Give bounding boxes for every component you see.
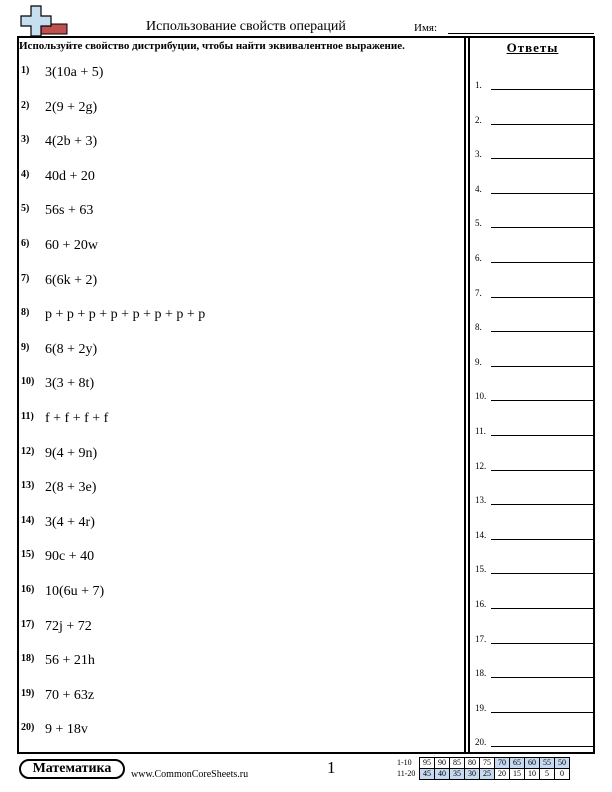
problem-number: 17) (21, 618, 35, 630)
answer-number: 5. (475, 218, 482, 229)
score-cell: 40 (435, 769, 450, 780)
answer-field[interactable] (475, 495, 593, 507)
answer-number: 6. (475, 253, 482, 263)
score-cell: 90 (435, 758, 450, 769)
answer-line[interactable] (491, 504, 593, 505)
answer-line[interactable] (491, 643, 593, 644)
answer-line[interactable] (491, 608, 593, 609)
subject-badge: Математика (19, 759, 125, 779)
score-cell: 55 (540, 758, 555, 769)
score-cell: 25 (480, 769, 495, 780)
answer-line[interactable] (491, 331, 593, 332)
problem-number: 1) (21, 65, 30, 76)
answer-line[interactable] (491, 124, 593, 125)
answer-number: 16. (475, 599, 487, 609)
answer-number: 15. (475, 564, 487, 575)
problem-expression: 6(6k + 2) (45, 272, 98, 288)
problem-expression: 2(9 + 2g) (45, 99, 98, 115)
score-cell: 15 (510, 769, 525, 780)
problem-expression: 10(6u + 7) (45, 584, 105, 599)
problem-number: 10) (21, 376, 35, 388)
answer-line[interactable] (491, 400, 593, 401)
problem-expression: 3(4 + 4r) (45, 514, 95, 530)
page-title: Использование свойств операций (146, 19, 346, 34)
score-cell: 75 (480, 758, 495, 769)
answer-number: 13. (475, 495, 487, 506)
answer-number: 11. (475, 426, 486, 436)
problem-expression: 56s + 63 (45, 203, 94, 219)
score-cell: 50 (555, 758, 570, 769)
problem-expression: 6(8 + 2y) (45, 341, 98, 357)
answer-field[interactable] (475, 322, 593, 334)
answer-field[interactable] (475, 288, 593, 300)
problem-expression: p + p + p + p + p + p + p + p (45, 307, 206, 323)
answer-field[interactable] (475, 80, 593, 92)
answer-field[interactable] (475, 668, 593, 680)
problem-number: 6) (21, 238, 30, 249)
answer-number: 19. (475, 702, 487, 713)
problem-expression: 9(4 + 9n) (45, 445, 98, 461)
answer-line[interactable] (491, 573, 593, 574)
score-cell: 60 (525, 758, 540, 769)
problem-expression: 56 + 21h (45, 653, 95, 669)
answer-number: 1. (475, 80, 482, 90)
problem-number: 9) (21, 341, 30, 353)
score-row-label: 11-20 (397, 769, 416, 778)
score-cell: 80 (465, 758, 480, 769)
answer-field[interactable] (475, 564, 593, 576)
answer-number: 20. (475, 737, 487, 748)
problem-number: 2) (21, 99, 30, 111)
problem-number: 14) (21, 514, 35, 526)
answer-field[interactable] (475, 149, 593, 161)
column-divider (464, 36, 466, 754)
answer-number: 12. (475, 460, 487, 471)
answer-field[interactable] (475, 634, 593, 646)
score-cell: 20 (495, 769, 510, 780)
problem-number: 12) (21, 445, 35, 457)
problem-expression: 9 + 18v (45, 722, 88, 738)
answer-line[interactable] (491, 712, 593, 713)
answer-line[interactable] (491, 158, 593, 159)
answer-field[interactable] (475, 253, 593, 265)
answer-field[interactable] (475, 357, 593, 369)
problem-number: 8) (21, 307, 30, 319)
page-number: 1 (327, 758, 336, 777)
answer-field[interactable] (475, 530, 593, 542)
plus-minus-logo-icon (17, 4, 69, 38)
score-table (397, 757, 570, 780)
answer-field[interactable] (475, 703, 593, 715)
answer-field[interactable] (475, 391, 593, 403)
problem-expression: 60 + 20w (45, 238, 99, 253)
problem-expression: 90c + 40 (45, 549, 95, 565)
score-cell: 0 (555, 769, 570, 780)
answer-line[interactable] (491, 366, 593, 367)
problem-number: 18) (21, 653, 35, 665)
answer-field[interactable] (475, 115, 593, 127)
problem-expression: 2(8 + 3e) (45, 480, 97, 496)
answer-line[interactable] (491, 539, 593, 540)
answer-line[interactable] (491, 227, 593, 228)
answer-number: 8. (475, 322, 482, 333)
answer-field[interactable] (475, 184, 593, 196)
answer-field[interactable] (475, 426, 593, 438)
score-row-label: 1-10 (397, 758, 412, 767)
problem-number: 11) (21, 411, 34, 422)
score-cell: 95 (420, 758, 435, 769)
answer-field[interactable] (475, 737, 593, 749)
answer-number: 7. (475, 287, 482, 298)
answer-line[interactable] (491, 677, 593, 678)
answer-line[interactable] (491, 435, 593, 436)
column-divider (468, 36, 470, 754)
problem-number: 5) (21, 203, 30, 215)
problem-number: 7) (21, 272, 30, 284)
answer-field[interactable] (475, 461, 593, 473)
problem-number: 15) (21, 549, 35, 561)
answer-field[interactable] (475, 218, 593, 230)
problem-expression: 3(3 + 8t) (45, 376, 95, 392)
answer-line[interactable] (491, 297, 593, 298)
score-cell: 5 (540, 769, 555, 780)
answer-number: 3. (475, 149, 482, 160)
answer-line[interactable] (491, 470, 593, 471)
score-cell: 45 (420, 769, 435, 780)
answer-number: 17. (475, 633, 487, 644)
problem-number: 4) (21, 168, 30, 180)
problem-expression: 40d + 20 (45, 168, 95, 184)
problem-number: 3) (21, 134, 30, 146)
score-cell: 10 (525, 769, 540, 780)
score-cell: 35 (450, 769, 465, 780)
score-row (397, 758, 570, 769)
answer-line[interactable] (491, 193, 593, 194)
problem-expression: 3(10a + 5) (45, 65, 104, 80)
answer-number: 9. (475, 356, 482, 367)
site-url: www.CommonCoreSheets.ru (131, 769, 249, 780)
problem-number: 19) (21, 687, 35, 699)
answer-line[interactable] (491, 746, 593, 747)
name-line (448, 33, 594, 34)
score-cell: 30 (465, 769, 480, 780)
score-cell: 85 (450, 758, 465, 769)
problem-number: 13) (21, 480, 35, 492)
problem-number: 16) (21, 584, 35, 595)
problem-expression: 4(2b + 3) (45, 134, 98, 150)
answer-number: 4. (475, 183, 482, 194)
score-cell: 65 (510, 758, 525, 769)
answer-field[interactable] (475, 599, 593, 611)
answers-title: Ответы (506, 40, 559, 55)
answer-number: 14. (475, 529, 487, 540)
answer-number: 18. (475, 668, 487, 679)
answer-number: 10. (475, 391, 487, 402)
problem-expression: f + f + f + f (45, 411, 109, 426)
name-label: Имя: (414, 22, 438, 34)
problem-number: 20) (21, 722, 35, 734)
instruction-text: Используйте свойство дистрибуции, чтобы найти эквивалентное выражение. (19, 40, 405, 52)
answer-number: 2. (475, 114, 482, 125)
score-cell: 70 (495, 758, 510, 769)
answer-line[interactable] (491, 89, 593, 90)
score-row (397, 769, 570, 780)
problem-expression: 72j + 72 (45, 618, 92, 634)
answer-line[interactable] (491, 262, 593, 263)
problem-expression: 70 + 63z (45, 687, 95, 703)
